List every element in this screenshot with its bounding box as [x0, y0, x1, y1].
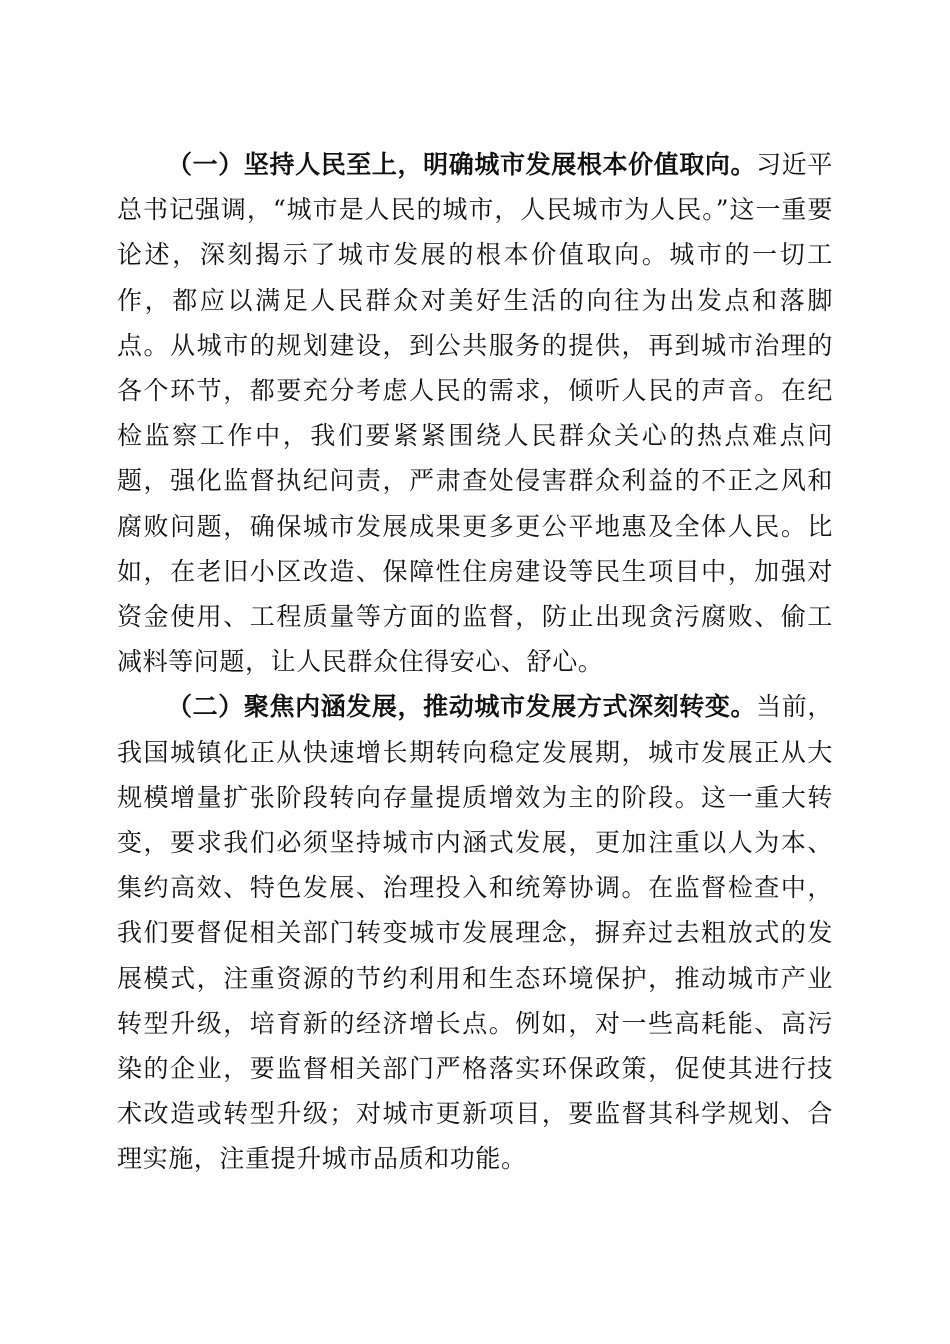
paragraph-1-heading: （一）坚持人民至上，明确城市发展根本价值取向。: [167, 150, 757, 179]
paragraph-1-text: 习近平总书记强调，“城市是人民的城市，人民城市为人民。”这一重要论述，深刻揭示了城市发展的根本价值取向。城市的一切工作，都应以满足人民群众对美好生活的向往为出发点和落脚点。从城市的规划建设，到公共服务的提供，再到城市治理的各个环节，都要充分考虑人民的需求，倾听人民的声音。在纪检监察工作中，我们要紧紧围绕人民群众关心的热点难点问题，强化监督执纪问责，严肃查处侵害群众利益的不正之风和腐败问题，确保城市发展成果更多更公平地惠及全体人民。比如，在老旧小区改造、保障性住房建设等民生项目中，加强对资金使用、工程质量等方面的监督，防止出现贪污腐败、偷工减料等问题，让人民群众住得安心、舒心。: [117, 150, 833, 677]
paragraph-1: [117, 142, 833, 684]
paragraph-2-text: 当前，我国城镇化正从快速增长期转向稳定发展期，城市发展正从大规模增量扩张阶段转向存量提质增效为主的阶段。这一重大转变，要求我们必须坚持城市内涵式发展，更加注重以人为本、集约高效、特色发展、治理投入和统筹协调。在监督检查中，我们要督促相关部门转变城市发展理念，摒弃过去粗放式的发展模式，注重资源的节约利用和生态环境保护，推动城市产业转型升级，培育新的经济增长点。例如，对一些高耗能、高污染的企业，要监督相关部门严格落实环保政策，促使其进行技术改造或转型升级；对城市更新项目，要监督其科学规划、合理实施，注重提升城市品质和功能。: [117, 692, 833, 1174]
paragraph-2: [117, 684, 833, 1181]
paragraph-2-heading: （二）聚焦内涵发展，推动城市发展方式深刻转变。: [167, 692, 757, 722]
document-body: [117, 142, 833, 1182]
